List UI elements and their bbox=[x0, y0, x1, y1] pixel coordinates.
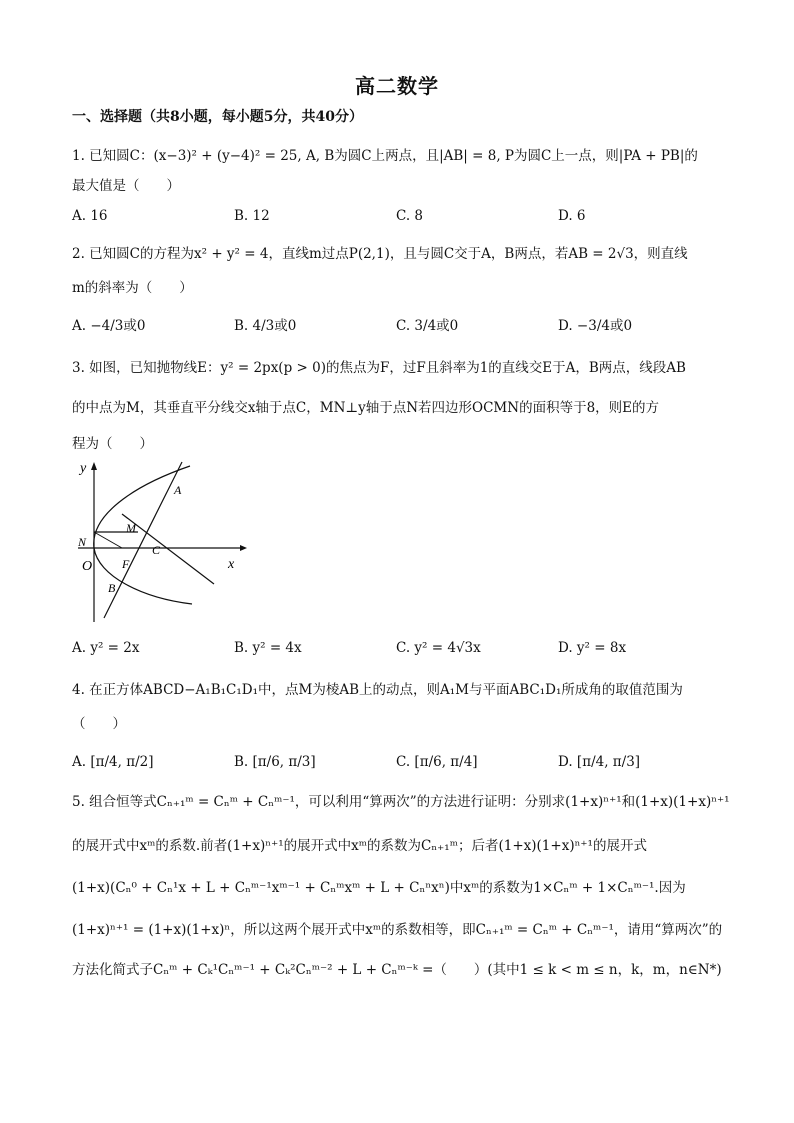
x-axis-arrow bbox=[240, 545, 247, 551]
label-x: x bbox=[228, 557, 235, 572]
label-b: B bbox=[108, 581, 116, 595]
label-a: A bbox=[174, 483, 182, 497]
q3-stem-line3: 程为（ ） bbox=[72, 436, 153, 452]
q2-stem-line1: 2. 已知圆C的方程为x² + y² = 4，直线m过点P(2,1)，且与圆C交于A，B两点，若AB = 2√3，则直线 bbox=[72, 246, 688, 262]
q4-option-d[interactable]: D. [π/4, π/3] bbox=[558, 754, 641, 770]
q3-option-c[interactable]: C. y² = 4√3x bbox=[396, 640, 481, 656]
line-ab bbox=[104, 462, 182, 618]
label-f: F bbox=[122, 557, 130, 571]
y-axis-arrow bbox=[91, 462, 97, 470]
q3-stem-line2: 的中点为M，其垂直平分线交x轴于点C，MN⊥y轴于点N若四边形OCMN的面积等于8，则E的方 bbox=[72, 400, 660, 416]
q5-stem-line4: (1+x)ⁿ⁺¹ = (1+x)(1+x)ⁿ，所以这两个展开式中xᵐ的系数相等，即Cₙ₊₁ᵐ = Cₙᵐ + Cₙᵐ⁻¹，请用“算两次”的 bbox=[72, 922, 723, 938]
q4-option-c[interactable]: C. [π/6, π/4] bbox=[396, 754, 478, 770]
q3-stem-line1: 3. 如图，已知抛物线E：y² = 2px(p > 0)的焦点为F，过F且斜率为1的直线交E于A，B两点，线段AB bbox=[72, 360, 686, 376]
label-c: C bbox=[152, 543, 161, 557]
q1-stem-line2: 最大值是（ ） bbox=[72, 178, 180, 194]
q4-option-b[interactable]: B. [π/6, π/3] bbox=[234, 754, 316, 770]
q1-stem-line1: 1. 已知圆C：(x−3)² + (y−4)² = 25, A, B为圆C上两点，且|AB| = 8, P为圆C上一点，则|PA + PB|的 bbox=[72, 148, 698, 164]
label-o: O bbox=[82, 559, 93, 574]
page-title: 高二数学 bbox=[355, 74, 439, 98]
q3-option-d[interactable]: D. y² = 8x bbox=[558, 640, 627, 656]
q5-stem-line5: 方法化简式子Cₙᵐ + Cₖ¹Cₙᵐ⁻¹ + Cₖ²Cₙᵐ⁻² + L + Cₙᵐ⁻ᵏ =（ ）(其中1 ≤ k < m ≤ n，k，m，n∈N*) bbox=[72, 962, 722, 978]
q5-stem-line2: 的展开式中xᵐ的系数.前者(1+x)ⁿ⁺¹的展开式中xᵐ的系数为Cₙ₊₁ᵐ；后者(1+x)(1+x)ⁿ⁺¹的展开式 bbox=[72, 838, 647, 854]
q3-option-a[interactable]: A. y² = 2x bbox=[72, 640, 140, 656]
segment-nf bbox=[94, 532, 122, 548]
q2-stem-line2: m的斜率为（ ） bbox=[72, 280, 193, 296]
q2-option-b[interactable]: B. 4/3或0 bbox=[234, 318, 297, 334]
q2-option-c[interactable]: C. 3/4或0 bbox=[396, 318, 459, 334]
q1-option-d[interactable]: D. 6 bbox=[558, 208, 586, 224]
label-y: y bbox=[80, 461, 87, 476]
q3-option-b[interactable]: B. y² = 4x bbox=[234, 640, 302, 656]
q2-option-a[interactable]: A. −4/3或0 bbox=[72, 318, 146, 334]
q4-stem-line1: 4. 在正方体ABCD−A₁B₁C₁D₁中，点M为棱AB上的动点，则A₁M与平面ABC₁D₁所成角的取值范围为 bbox=[72, 682, 683, 698]
parabola-figure bbox=[72, 456, 252, 628]
label-m: M bbox=[126, 521, 136, 535]
q1-option-a[interactable]: A. 16 bbox=[72, 208, 108, 224]
q4-option-a[interactable]: A. [π/4, π/2] bbox=[72, 754, 154, 770]
q5-stem-line1: 5. 组合恒等式Cₙ₊₁ᵐ = Cₙᵐ + Cₙᵐ⁻¹，可以利用“算两次”的方法进行证明：分别求(1+x)ⁿ⁺¹和(1+x)(1+x)ⁿ⁺¹ bbox=[72, 794, 730, 810]
q1-option-b[interactable]: B. 12 bbox=[234, 208, 270, 224]
label-n: N bbox=[78, 535, 87, 549]
q5-stem-line3: (1+x)(Cₙ⁰ + Cₙ¹x + L + Cₙᵐ⁻¹xᵐ⁻¹ + Cₙᵐxᵐ + L + Cₙⁿxⁿ)中xᵐ的系数为1×Cₙᵐ + 1×Cₙᵐ⁻¹.因为 bbox=[72, 880, 686, 896]
q2-option-d[interactable]: D. −3/4或0 bbox=[558, 318, 633, 334]
q4-stem-line2: （ ） bbox=[72, 716, 126, 732]
q1-option-c[interactable]: C. 8 bbox=[396, 208, 424, 224]
section-heading: 一、选择题（共8小题，每小题5分，共40分） bbox=[72, 109, 363, 125]
